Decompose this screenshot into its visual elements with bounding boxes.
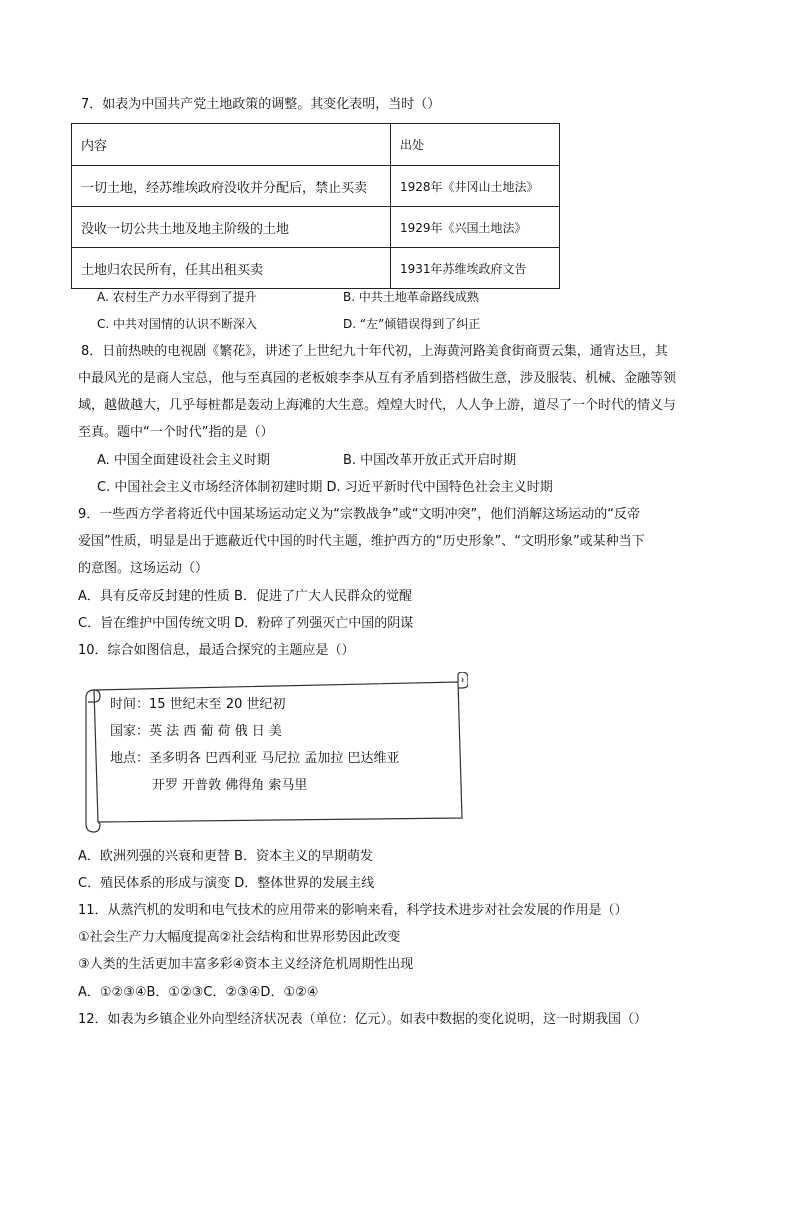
q7-option-c[interactable]: C. 中共对国情的认识不断深入 xyxy=(97,317,258,331)
scroll-time: 时间：15 世纪末至 20 世纪初 xyxy=(110,697,286,712)
q7-land-policy-table xyxy=(71,123,560,289)
table-row xyxy=(72,248,560,289)
q10-scroll-figure xyxy=(84,672,468,836)
q8-option-cd[interactable]: C. 中国社会主义市场经济体制初建时期 D. 习近平新时代中国特色社会主义时期 xyxy=(97,480,553,495)
q7-option-a[interactable]: A. 农村生产力水平得到了提升 xyxy=(97,290,257,304)
q10-option-cd[interactable]: C．殖民体系的形成与演变 D．整体世界的发展主线 xyxy=(78,876,375,891)
q11-stem: 11．从蒸汽机的发明和电气技术的应用带来的影响来看，科学技术进步对社会发展的作用是（） xyxy=(78,903,628,918)
q8-stem-line: 中最风光的是商人宝总，他与至真园的老板娘李李从互有矛盾到搭档做生意，涉及服装、机械、金融等领 xyxy=(78,371,677,386)
q8-stem-line: 8．日前热映的电视剧《繁花》，讲述了上世纪九十年代初，上海黄河路美食街商贾云集，通宵达旦，其 xyxy=(81,344,668,359)
q11-items: ①社会生产力大幅度提高②社会结构和世界形势因此改变 xyxy=(78,930,401,945)
q9-stem-line: 爱国”性质，明显是出于遮蔽近代中国的时代主题，维护西方的“历史形象”、“文明形象”或某种当下 xyxy=(78,534,645,549)
q9-stem-line: 的意图。这场运动（） xyxy=(78,561,209,576)
table-row xyxy=(72,207,560,248)
table-header-row xyxy=(72,124,560,166)
table-header-content: 内容 xyxy=(72,124,391,166)
table-cell: 一切土地，经苏维埃政府没收并分配后，禁止买卖 xyxy=(72,166,391,207)
table-cell: 1929年《兴国土地法》 xyxy=(391,207,560,248)
q9-option-cd[interactable]: C．旨在维护中国传统文明 D．粉碎了列强灭亡中国的阴谋 xyxy=(78,616,414,631)
q7-stem: 7．如表为中国共产党土地政策的调整。其变化表明，当时（） xyxy=(81,97,441,112)
q11-items: ③人类的生活更加丰富多彩④资本主义经济危机周期性出现 xyxy=(78,957,414,972)
q9-option-ab[interactable]: A．具有反帝反封建的性质 B．促进了广大人民群众的觉醒 xyxy=(78,589,412,604)
q7-option-d[interactable]: D. “左”倾错误得到了纠正 xyxy=(343,317,481,331)
table-cell: 土地归农民所有，任其出租买卖 xyxy=(72,248,391,289)
q8-option-a[interactable]: A. 中国全面建设社会主义时期 xyxy=(97,453,270,468)
scroll-places-cont: 开罗 开普敦 佛得角 索马里 xyxy=(152,778,308,793)
q10-stem: 10．综合如图信息，最适合探究的主题应是（） xyxy=(78,643,355,658)
q8-option-b[interactable]: B. 中国改革开放正式开启时期 xyxy=(343,453,517,468)
table-header-source: 出处 xyxy=(391,124,560,166)
scroll-countries: 国家：英 法 西 葡 荷 俄 日 美 xyxy=(110,724,282,739)
table-cell: 1928年《井冈山土地法》 xyxy=(391,166,560,207)
q8-stem-line: 域，越做越大，几乎每桩都是轰动上海滩的大生意。煌煌大时代，人人争上游，道尽了一个时代的情义与 xyxy=(78,398,677,413)
q12-stem: 12．如表为乡镇企业外向型经济状况表（单位：亿元）。如表中数据的变化说明，这一时期我国（） xyxy=(78,1012,648,1027)
q9-stem-line: 9．一些西方学者将近代中国某场运动定义为“宗教战争”或“文明冲突”，他们消解这场运动的“反帝 xyxy=(78,507,640,522)
q11-options[interactable]: A．①②③④B．①②③C．②③④D．①②④ xyxy=(78,985,319,1000)
scroll-places: 地点：圣多明各 巴西利亚 马尼拉 孟加拉 巴达维亚 xyxy=(110,751,400,766)
q10-option-ab[interactable]: A．欧洲列强的兴衰和更替 B．资本主义的早期萌发 xyxy=(78,849,373,864)
q8-stem-line: 至真。题中“一个时代”指的是（） xyxy=(78,425,274,440)
q7-option-b[interactable]: B. 中共土地革命路线成熟 xyxy=(343,290,479,304)
table-cell: 1931年苏维埃政府文告 xyxy=(391,248,560,289)
table-row xyxy=(72,166,560,207)
table-cell: 没收一切公共土地及地主阶级的土地 xyxy=(72,207,391,248)
